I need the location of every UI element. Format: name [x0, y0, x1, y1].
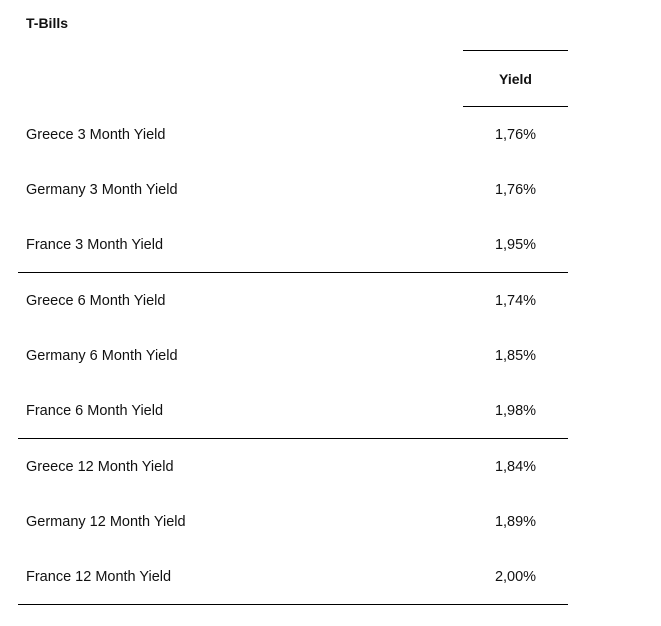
table-row-label: Greece 6 Month Yield	[26, 293, 166, 309]
group-divider-3-month	[18, 272, 568, 273]
header-bottom-rule	[463, 106, 568, 107]
table-row-label: Greece 12 Month Yield	[26, 459, 174, 475]
table-row-label: France 3 Month Yield	[26, 237, 164, 253]
header-top-rule	[463, 50, 568, 51]
table-row-label: Germany 6 Month Yield	[26, 348, 178, 364]
table-row-value: 1,76%	[494, 182, 537, 198]
table-row-value: 2,00%	[494, 569, 537, 585]
table-row-value: 1,98%	[494, 403, 537, 419]
table-row-label: France 12 Month Yield	[26, 569, 172, 585]
table-row-value: 1,74%	[494, 293, 537, 309]
group-divider-6-month	[18, 438, 568, 439]
table-row-value: 1,84%	[494, 459, 537, 475]
table-row-value: 1,95%	[494, 237, 537, 253]
table-bottom-rule	[18, 604, 568, 605]
table-row-label: Germany 12 Month Yield	[26, 514, 186, 530]
page-title: T-Bills	[26, 15, 69, 31]
yield-column-header: Yield	[499, 71, 532, 87]
table-row-label: Greece 3 Month Yield	[26, 127, 166, 143]
table-row-value: 1,89%	[494, 514, 537, 530]
table-row-value: 1,76%	[494, 127, 537, 143]
table-row-label: France 6 Month Yield	[26, 403, 164, 419]
table-row-value: 1,85%	[494, 348, 537, 364]
table-row-label: Germany 3 Month Yield	[26, 182, 178, 198]
